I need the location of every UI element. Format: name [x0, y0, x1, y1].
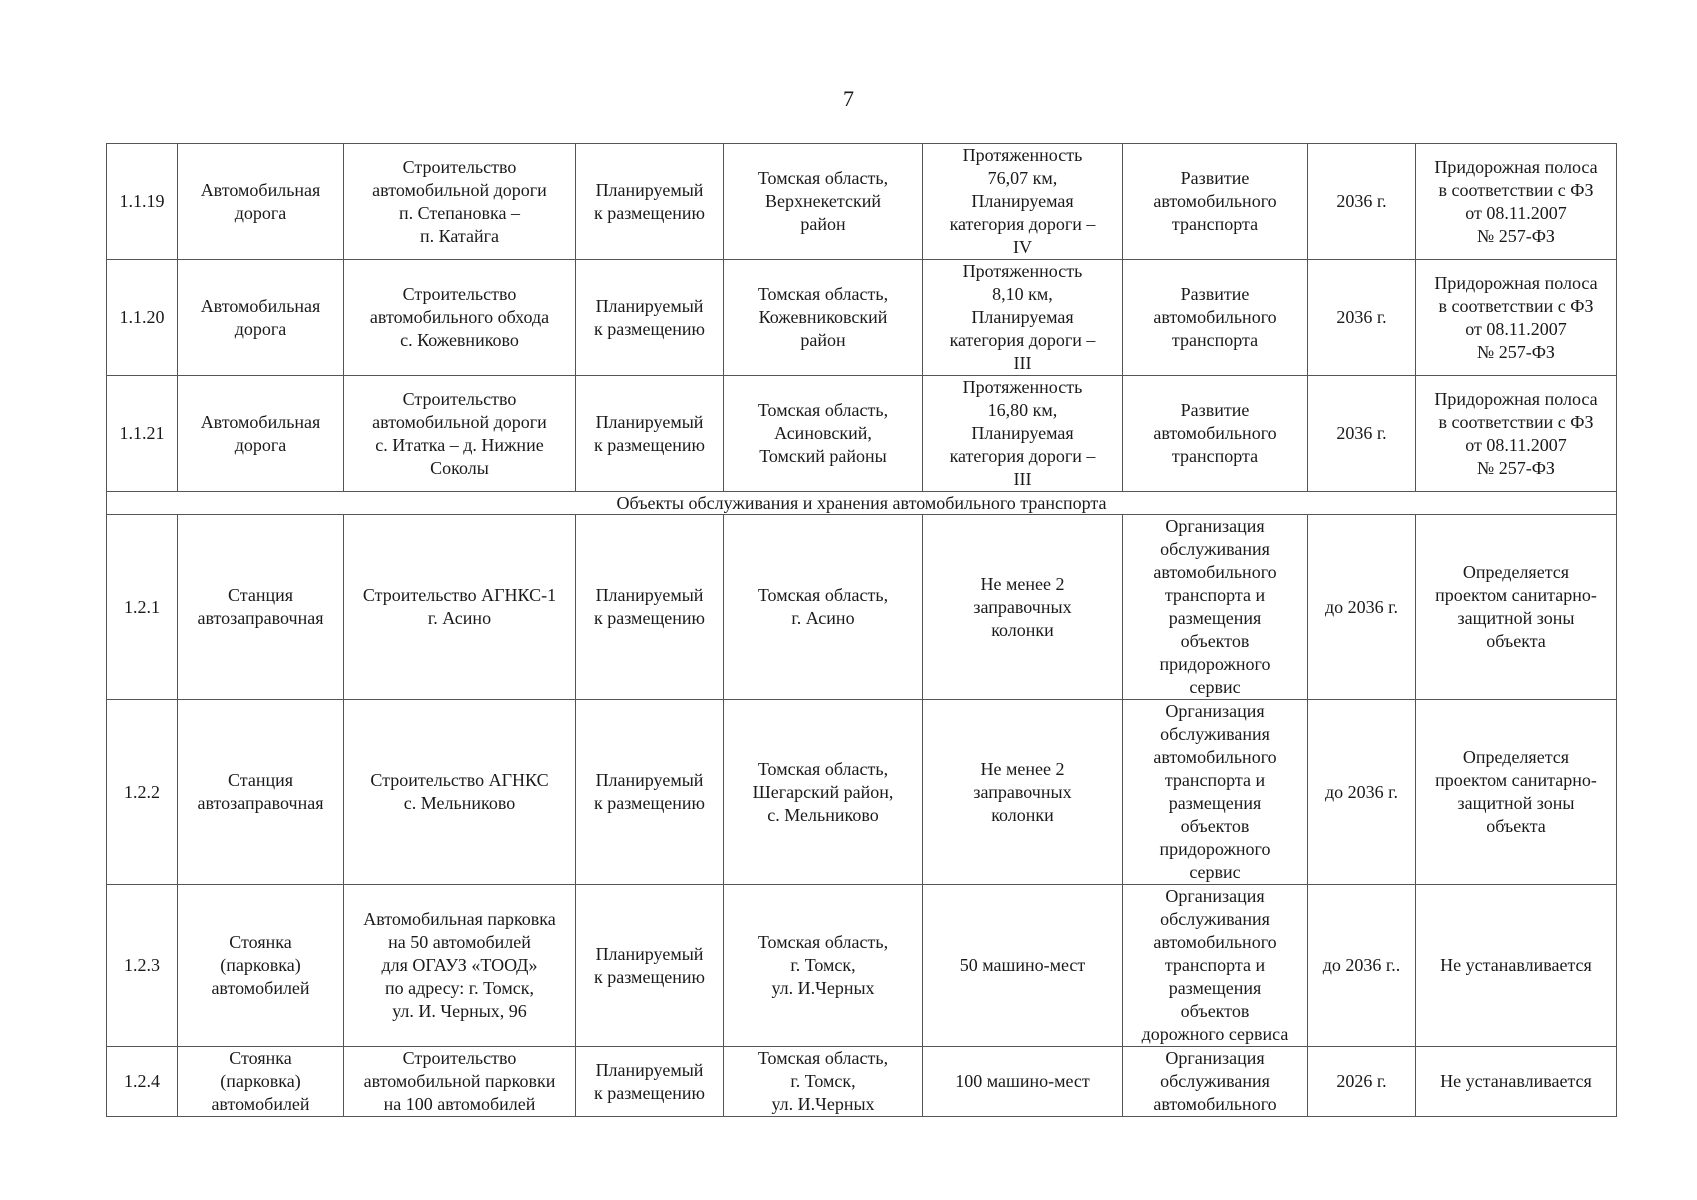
object-name-cell: [344, 260, 576, 376]
cell-text-line: автомобилей: [211, 978, 310, 998]
cell-text-line: Развитие: [1180, 284, 1250, 304]
cell-text-line: Планируемая: [971, 423, 1074, 443]
cell-text-line: ул. И.Черных: [771, 1094, 875, 1114]
cell-text-line: 2026 г.: [1336, 1071, 1387, 1091]
cell-text-line: Организация: [1165, 701, 1265, 721]
cell-text-line: Планируемая: [971, 307, 1074, 327]
cell-text-line: № 257-ФЗ: [1477, 341, 1555, 362]
cell-text-line: автомобильной дороги: [372, 179, 547, 200]
cell-text-line: 16,80 км,: [987, 400, 1058, 420]
parameters-cell: [923, 700, 1123, 885]
cell-text-line: Не устанавливается: [1440, 1071, 1592, 1091]
cell-text-line: автомобильной парковки: [363, 1071, 556, 1091]
cell-text-line: в соответствии с ФЗ: [1438, 411, 1594, 432]
cell-text-line: Планируемая: [971, 191, 1074, 211]
cell-text-line: Придорожная полоса: [1434, 272, 1598, 293]
zone-cell: [1416, 885, 1617, 1047]
cell-text-line: Асиновский,: [774, 423, 872, 443]
cell-text-line: в соответствии с ФЗ: [1438, 179, 1594, 200]
object-status-cell: [576, 376, 724, 492]
term-cell: [1308, 885, 1416, 1047]
cell-text-line: Строительство: [402, 284, 517, 304]
row-number-cell: 1.2.1: [107, 515, 178, 700]
table-row: [107, 1047, 1617, 1117]
cell-text-line: размещения: [1168, 793, 1262, 813]
term-cell: [1308, 515, 1416, 700]
cell-text-line: Организация: [1165, 1048, 1265, 1068]
cell-text-line: п. Катайга: [419, 225, 499, 246]
object-type-cell: [178, 260, 344, 376]
cell-text-line: Планируемый: [595, 411, 704, 432]
cell-text-line: Станция: [227, 770, 294, 790]
cell-text-line: Томская область,: [757, 585, 889, 605]
object-status-cell: [576, 144, 724, 260]
zone-cell: [1416, 376, 1617, 492]
cell-text-line: Определяется: [1462, 747, 1570, 767]
object-name-cell: [344, 376, 576, 492]
cell-text-line: ул. И.Черных: [771, 978, 875, 998]
row-number-cell: 1.1.21: [107, 376, 178, 492]
cell-text-line: объектов: [1180, 1001, 1250, 1021]
cell-text-line: автомобильного обхода: [369, 307, 550, 327]
object-status-cell: [576, 1047, 724, 1117]
cell-text-line: заправочных: [973, 781, 1072, 802]
cell-text-line: колонки: [991, 804, 1054, 825]
cell-text-line: категория дороги –: [949, 446, 1096, 466]
purpose-cell: [1123, 885, 1308, 1047]
term-cell: [1308, 1047, 1416, 1117]
cell-text-line: Строительство АГНКС-1: [362, 585, 557, 605]
cell-text-line: на 100 автомобилей: [383, 1094, 536, 1114]
object-name-cell: [344, 515, 576, 700]
cell-text-line: транспорта: [1171, 214, 1259, 234]
cell-text-line: проектом санитарно-: [1435, 585, 1597, 605]
cell-text-line: Стоянка: [229, 1048, 292, 1068]
zone-cell: [1416, 700, 1617, 885]
object-name-cell: [344, 885, 576, 1047]
cell-text-line: III: [1013, 469, 1032, 489]
cell-text-line: с. Мельниково: [403, 793, 516, 813]
cell-text-line: защитной зоны: [1457, 793, 1575, 813]
cell-text-line: г. Асино: [427, 608, 492, 628]
cell-text-line: к размещению: [593, 434, 706, 455]
cell-text-line: г. Томск,: [790, 955, 856, 975]
cell-text-line: Соколы: [430, 457, 489, 478]
section-row: [107, 492, 1617, 515]
cell-text-line: Томский районы: [759, 446, 887, 466]
cell-text-line: Придорожная полоса: [1434, 156, 1598, 177]
row-number-cell: 1.1.19: [107, 144, 178, 260]
purpose-cell: [1123, 515, 1308, 700]
purpose-cell: [1123, 376, 1308, 492]
object-type-cell: [178, 376, 344, 492]
section-title: Объекты обслуживания и хранения автомобильного транспорта: [107, 492, 1617, 515]
cell-text-line: размещения: [1168, 978, 1262, 998]
cell-text-line: автомобилей: [211, 1094, 310, 1114]
cell-text-line: транспорта: [1171, 446, 1259, 466]
cell-text-line: IV: [1013, 237, 1032, 257]
cell-text-line: обслуживания: [1160, 724, 1270, 744]
cell-text-line: № 257-ФЗ: [1477, 225, 1555, 246]
cell-text-line: колонки: [991, 619, 1054, 640]
term-cell: [1308, 260, 1416, 376]
cell-text-line: автомобильной дороги: [372, 411, 547, 432]
cell-text-line: Томская область,: [757, 284, 889, 304]
cell-text-line: к размещению: [593, 966, 706, 987]
cell-text-line: объектов: [1180, 816, 1250, 836]
object-name-cell: [344, 144, 576, 260]
cell-text-line: от 08.11.2007: [1465, 318, 1567, 339]
term-cell: [1308, 144, 1416, 260]
purpose-cell: [1123, 144, 1308, 260]
cell-text-line: Планируемый: [595, 295, 704, 316]
cell-text-line: 50 машино-мест: [959, 955, 1086, 975]
cell-text-line: Планируемый: [595, 943, 704, 964]
cell-text-line: придорожного: [1159, 839, 1271, 859]
cell-text-line: объекта: [1486, 816, 1546, 836]
cell-text-line: с. Мельниково: [767, 804, 879, 825]
cell-text-line: 2036 г.: [1336, 191, 1387, 211]
cell-text-line: Томская область,: [757, 932, 889, 952]
cell-text-line: Строительство: [402, 1048, 517, 1068]
cell-text-line: до 2036 г..: [1322, 955, 1401, 975]
cell-text-line: автомобильного: [1153, 747, 1277, 767]
object-type-cell: [178, 700, 344, 885]
cell-text-line: (парковка): [220, 1071, 301, 1091]
cell-text-line: г. Томск,: [790, 1071, 856, 1091]
cell-text-line: для ОГАУЗ «ТООД»: [381, 955, 538, 975]
parameters-cell: [923, 260, 1123, 376]
object-name-cell: [344, 1047, 576, 1117]
cell-text-line: дорожного сервиса: [1141, 1024, 1289, 1044]
cell-text-line: транспорта: [1171, 330, 1259, 350]
table-row: [107, 144, 1617, 260]
object-type-cell: [178, 144, 344, 260]
cell-text-line: Придорожная полоса: [1434, 388, 1598, 409]
cell-text-line: Стоянка: [229, 932, 292, 952]
cell-text-line: Планируемый: [595, 179, 704, 200]
cell-text-line: Автомобильная: [200, 179, 321, 200]
object-name-cell: [344, 700, 576, 885]
cell-text-line: обслуживания: [1160, 909, 1270, 929]
cell-text-line: с. Итатка – д. Нижние: [375, 434, 544, 455]
zone-cell: [1416, 144, 1617, 260]
object-type-cell: [178, 515, 344, 700]
cell-text-line: обслуживания: [1160, 1071, 1270, 1091]
cell-text-line: дорога: [234, 434, 287, 455]
cell-text-line: автозаправочная: [197, 793, 324, 813]
cell-text-line: от 08.11.2007: [1465, 202, 1567, 223]
location-cell: [724, 515, 923, 700]
row-number-cell: 1.2.4: [107, 1047, 178, 1117]
cell-text-line: автозаправочная: [197, 608, 324, 628]
purpose-cell: [1123, 1047, 1308, 1117]
cell-text-line: Томская область,: [757, 1048, 889, 1068]
cell-text-line: Не устанавливается: [1440, 955, 1592, 975]
term-cell: [1308, 700, 1416, 885]
cell-text-line: п. Степановка –: [399, 202, 520, 223]
cell-text-line: Строительство: [402, 156, 517, 177]
cell-text-line: автомобильного: [1153, 932, 1277, 952]
cell-text-line: г. Асино: [791, 608, 855, 628]
cell-text-line: в соответствии с ФЗ: [1438, 295, 1594, 316]
object-type-cell: [178, 1047, 344, 1117]
cell-text-line: категория дороги –: [949, 330, 1096, 350]
cell-text-line: Кожевниковский: [758, 307, 888, 327]
cell-text-line: размещения: [1168, 608, 1262, 628]
cell-text-line: автомобильного: [1153, 423, 1277, 443]
location-cell: [724, 376, 923, 492]
cell-text-line: обслуживания: [1160, 539, 1270, 559]
object-status-cell: [576, 515, 724, 700]
cell-text-line: район: [800, 214, 846, 234]
parameters-cell: [923, 515, 1123, 700]
cell-text-line: Планируемый: [595, 770, 704, 790]
cell-text-line: Верхнекетский: [765, 191, 881, 211]
location-cell: [724, 144, 923, 260]
cell-text-line: (парковка): [220, 955, 301, 975]
cell-text-line: автомобильного: [1153, 307, 1277, 327]
location-cell: [724, 260, 923, 376]
term-cell: [1308, 376, 1416, 492]
parameters-cell: [923, 885, 1123, 1047]
cell-text-line: № 257-ФЗ: [1477, 457, 1555, 478]
row-number-cell: 1.2.2: [107, 700, 178, 885]
cell-text-line: сервис: [1189, 862, 1241, 882]
cell-text-line: до 2036 г.: [1324, 596, 1398, 617]
cell-text-line: III: [1013, 353, 1032, 373]
object-status-cell: [576, 885, 724, 1047]
cell-text-line: от 08.11.2007: [1465, 434, 1567, 455]
object-type-cell: [178, 885, 344, 1047]
parameters-cell: [923, 376, 1123, 492]
cell-text-line: Томская область,: [757, 400, 889, 420]
cell-text-line: Протяженность: [962, 145, 1083, 165]
cell-text-line: объекта: [1486, 631, 1546, 651]
cell-text-line: Планируемый: [595, 1059, 704, 1080]
cell-text-line: по адресу: г. Томск,: [384, 978, 534, 998]
cell-text-line: к размещению: [593, 318, 706, 339]
cell-text-line: с. Кожевниково: [400, 330, 519, 350]
cell-text-line: Шегарский район,: [752, 781, 894, 802]
cell-text-line: Томская область,: [757, 168, 889, 188]
location-cell: [724, 885, 923, 1047]
cell-text-line: дорога: [234, 318, 287, 339]
cell-text-line: Не менее 2: [980, 573, 1065, 594]
purpose-cell: [1123, 700, 1308, 885]
cell-text-line: заправочных: [973, 596, 1072, 617]
cell-text-line: автомобильного: [1153, 1094, 1277, 1114]
cell-text-line: Томская область,: [757, 758, 889, 779]
cell-text-line: Строительство: [402, 388, 517, 409]
cell-text-line: к размещению: [593, 793, 706, 813]
cell-text-line: Не менее 2: [980, 758, 1065, 779]
cell-text-line: к размещению: [593, 608, 706, 628]
row-number-cell: 1.2.3: [107, 885, 178, 1047]
cell-text-line: Протяженность: [962, 377, 1083, 397]
cell-text-line: транспорта и: [1164, 585, 1266, 605]
cell-text-line: к размещению: [593, 202, 706, 223]
cell-text-line: Организация: [1165, 886, 1265, 906]
cell-text-line: 2036 г.: [1336, 423, 1387, 443]
cell-text-line: транспорта и: [1164, 770, 1266, 790]
location-cell: [724, 700, 923, 885]
cell-text-line: Автомобильная: [200, 411, 321, 432]
object-status-cell: [576, 260, 724, 376]
cell-text-line: придорожного: [1159, 654, 1271, 674]
cell-text-line: автомобильного: [1153, 191, 1277, 211]
cell-text-line: категория дороги –: [949, 214, 1096, 234]
cell-text-line: Планируемый: [595, 585, 704, 605]
cell-text-line: Организация: [1165, 516, 1265, 536]
purpose-cell: [1123, 260, 1308, 376]
cell-text-line: 100 машино-мест: [955, 1071, 1090, 1091]
cell-text-line: до 2036 г.: [1324, 781, 1398, 802]
zone-cell: [1416, 1047, 1617, 1117]
table-body: [107, 144, 1617, 1117]
cell-text-line: ул. И. Черных, 96: [392, 1001, 527, 1021]
table-row: [107, 885, 1617, 1047]
cell-text-line: Автомобильная парковка: [363, 909, 556, 929]
cell-text-line: сервис: [1189, 677, 1241, 697]
table-row: [107, 376, 1617, 492]
cell-text-line: автомобильного: [1153, 562, 1277, 582]
row-number-cell: 1.1.20: [107, 260, 178, 376]
cell-text-line: транспорта и: [1164, 955, 1266, 975]
cell-text-line: район: [800, 330, 846, 350]
cell-text-line: проектом санитарно-: [1435, 770, 1597, 790]
object-status-cell: [576, 700, 724, 885]
zone-cell: [1416, 260, 1617, 376]
cell-text-line: дорога: [234, 202, 287, 223]
cell-text-line: на 50 автомобилей: [388, 932, 531, 952]
cell-text-line: Развитие: [1180, 168, 1250, 188]
cell-text-line: 8,10 км,: [992, 284, 1053, 304]
cell-text-line: объектов: [1180, 631, 1250, 651]
table-row: [107, 700, 1617, 885]
cell-text-line: к размещению: [593, 1082, 706, 1103]
cell-text-line: Станция: [227, 585, 294, 605]
cell-text-line: Протяженность: [962, 261, 1083, 281]
cell-text-line: Развитие: [1180, 400, 1250, 420]
table-row: [107, 260, 1617, 376]
page-number: 7: [843, 86, 854, 111]
cell-text-line: 2036 г.: [1336, 307, 1387, 327]
zone-cell: [1416, 515, 1617, 700]
location-cell: [724, 1047, 923, 1117]
parameters-cell: [923, 144, 1123, 260]
cell-text-line: Автомобильная: [200, 295, 321, 316]
objects-table: [106, 143, 1617, 1117]
parameters-cell: [923, 1047, 1123, 1117]
table-row: [107, 515, 1617, 700]
cell-text-line: Строительство АГНКС: [370, 770, 549, 790]
cell-text-line: 76,07 км,: [987, 168, 1058, 188]
cell-text-line: защитной зоны: [1457, 608, 1575, 628]
cell-text-line: Определяется: [1462, 562, 1570, 582]
